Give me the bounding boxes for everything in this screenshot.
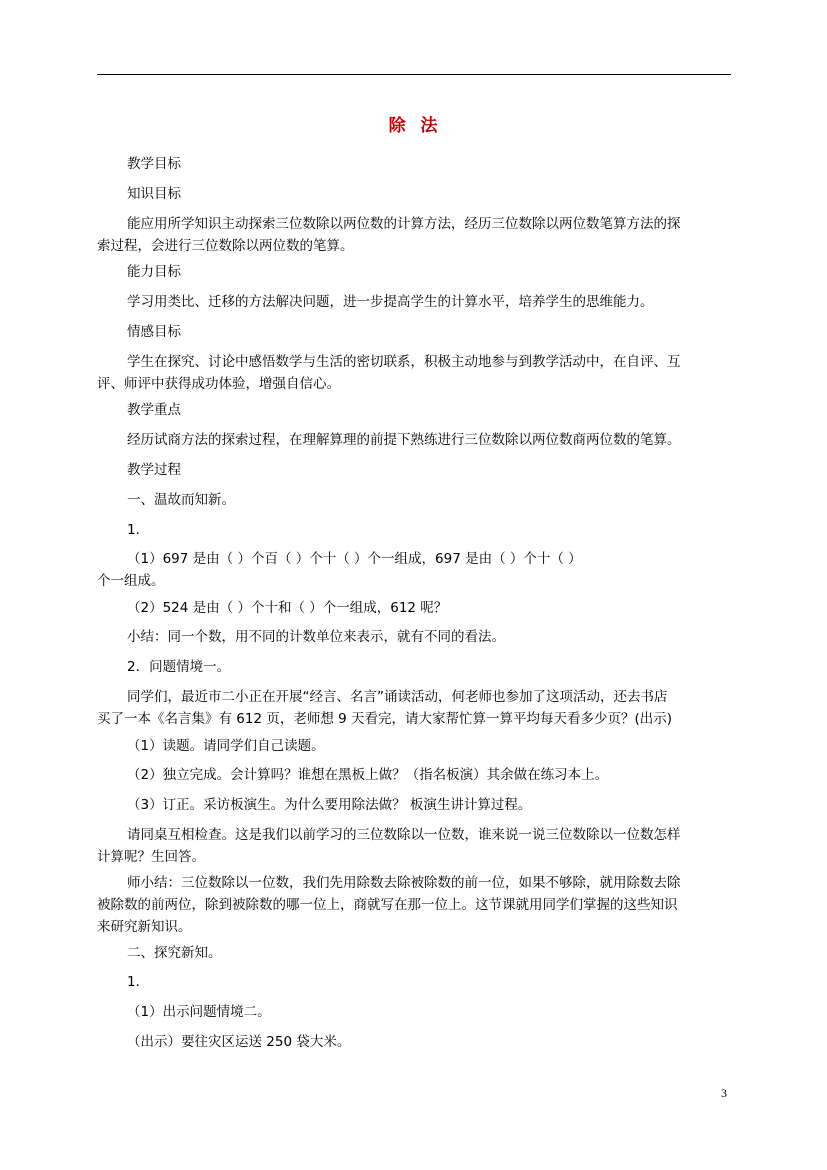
line-22: （1）读题。请同学们自己读题。 xyxy=(127,738,325,754)
line-31: 1． xyxy=(127,974,150,990)
line-28: 被除数的前两位，除到被除数的哪一位上，商就写在那一位上。这节课就用同学们掌握的这些知识 xyxy=(97,897,678,913)
line-21: 买了一本《名言集》有 612 页，老师想 9 天看完，请大家帮忙算一算平均每天看多少页？(出示) xyxy=(97,711,673,727)
line-26: 计算呢？生回答。 xyxy=(97,849,205,865)
line-6: 学习用类比、迁移的方法解决问题，进一步提高学生的计算水平，培养学生的思维能力。 xyxy=(127,294,654,310)
line-16: 个一组成。 xyxy=(97,573,165,589)
line-14: 1． xyxy=(127,522,150,538)
line-24: （3）订正。采访板演生。为什么要用除法做？ 板演生讲计算过程。 xyxy=(127,797,532,813)
line-1: 教学目标 xyxy=(127,156,181,172)
line-13: 一、温故而知新。 xyxy=(127,492,235,508)
line-9: 评、师评中获得成功体验，增强自信心。 xyxy=(97,376,340,392)
line-8: 学生在探究、讨论中感悟数学与生活的密切联系，积极主动地参与到教学活动中，在自评、互 xyxy=(127,354,681,370)
line-11: 经历试商方法的探索过程，在理解算理的前提下熟练进行三位数除以两位数商两位数的笔算。 xyxy=(127,432,681,448)
header-rule xyxy=(97,74,731,75)
line-33: （出示）要往灾区运送 250 袋大米。 xyxy=(127,1034,351,1050)
line-15: （1）697 是由（ ）个百（ ）个十（ ）个一组成，697 是由（ ）个十（ ） xyxy=(127,551,582,567)
line-32: （1）出示问题情境二。 xyxy=(127,1004,271,1020)
line-2: 知识目标 xyxy=(127,186,181,202)
line-10: 教学重点 xyxy=(127,402,181,418)
line-30: 二、探究新知。 xyxy=(127,945,222,961)
line-19: 2．问题情境一。 xyxy=(127,659,231,675)
line-7: 情感目标 xyxy=(127,324,181,340)
line-27: 师小结：三位数除以一位数，我们先用除数去除被除数的前一位，如果不够除，就用除数去除 xyxy=(127,875,681,891)
line-5: 能力目标 xyxy=(127,264,181,280)
page-title: 除 法 xyxy=(388,116,439,136)
line-29: 来研究新知识。 xyxy=(97,919,192,935)
page-number: 3 xyxy=(721,1086,727,1100)
line-3: 能应用所学知识主动探索三位数除以两位数的计算方法，经历三位数除以两位数笔算方法的探 xyxy=(127,216,681,232)
line-12: 教学过程 xyxy=(127,462,181,478)
line-20: 同学们，最近市二小正在开展“经言、名言”诵读活动，何老师也参加了这项活动，还去书店 xyxy=(127,689,668,705)
line-4: 索过程，会进行三位数除以两位数的笔算。 xyxy=(97,238,354,254)
line-17: （2）524 是由（ ）个十和（ ）个一组成，612 呢？ xyxy=(127,600,448,616)
line-25: 请同桌互相检查。这是我们以前学习的三位数除以一位数，谁来说一说三位数除以一位数怎样 xyxy=(127,827,681,843)
line-18: 小结：同一个数，用不同的计数单位来表示，就有不同的看法。 xyxy=(127,629,505,645)
line-23: （2）独立完成。会计算吗？谁想在黑板上做？（指名板演）其余做在练习本上。 xyxy=(127,767,609,783)
